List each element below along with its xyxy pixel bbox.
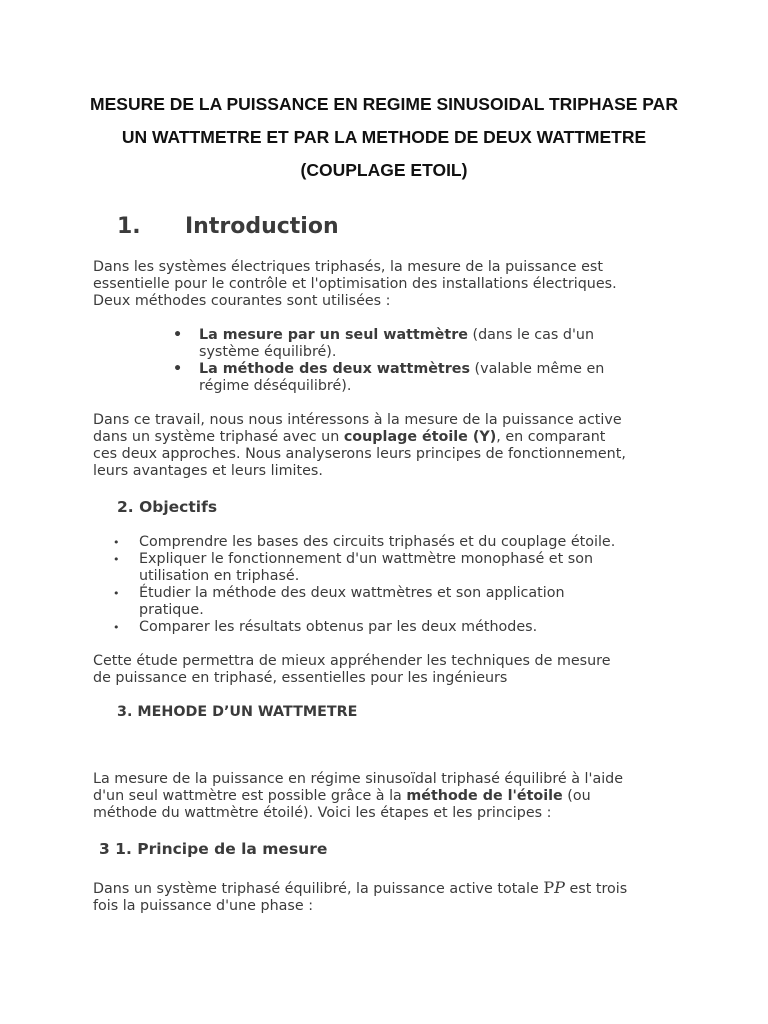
objective-list-item: [113, 551, 593, 585]
bullet-icon: •: [173, 327, 183, 343]
section-number: 1.: [117, 214, 141, 239]
objective-text: Comprendre les bases des circuits triphasés et du couplage étoile.: [139, 534, 616, 550]
method-list-item: [173, 361, 604, 395]
paragraph-line: [93, 429, 683, 446]
bold-run: méthode de l'étoile: [406, 788, 563, 804]
objective-list-item: [113, 534, 615, 551]
paragraph-line: essentielle pour le contrôle et l'optimisation des installations électriques.: [93, 276, 617, 292]
paragraph-line: Deux méthodes courantes sont utilisées :: [93, 293, 391, 309]
bullet-icon: •: [113, 621, 120, 634]
principle-paragraph: [93, 879, 683, 915]
section-title: Introduction: [185, 214, 339, 239]
paragraph-line: méthode du wattmètre étoilé). Voici les étapes et les principes :: [93, 805, 552, 821]
method-note-cont: régime déséquilibré).: [199, 378, 352, 394]
objectives-conclusion: [93, 653, 683, 687]
paragraph-line: fois la puissance d'une phase :: [93, 898, 314, 914]
scope-paragraph: [93, 412, 683, 480]
method-list-item: [173, 327, 594, 361]
paragraph-line: La mesure de la puissance en régime sinusoïdal triphasé équilibré à l'aide: [93, 771, 624, 787]
paragraph-line: leurs avantages et leurs limites.: [93, 463, 323, 479]
method-paragraph: [93, 771, 683, 822]
bold-run: couplage étoile (Y): [343, 429, 497, 445]
paragraph-line: [93, 788, 683, 805]
bullet-icon: •: [113, 536, 120, 549]
method-name: La mesure par un seul wattmètre: [199, 327, 468, 343]
paragraph-line: ces deux approches. Nous analyserons leurs principes de fonctionnement,: [93, 446, 626, 462]
title-line: UN WATTMETRE ET PAR LA METHODE DE DEUX WATTMETRE: [121, 127, 647, 147]
paragraph-line: Dans les systèmes électriques triphasés, la mesure de la puissance est: [93, 259, 603, 275]
title-line: MESURE DE LA PUISSANCE EN REGIME SINUSOIDAL TRIPHASE PAR: [90, 94, 678, 114]
paragraph-line: [93, 879, 683, 898]
bullet-icon: •: [113, 587, 120, 600]
objective-text: Comparer les résultats obtenus par les deux méthodes.: [139, 619, 538, 635]
math-upright: P: [543, 878, 555, 897]
text-run: d'un seul wattmètre est possible grâce à la: [93, 788, 407, 804]
objective-list-item: [113, 619, 537, 636]
method-name: La méthode des deux wattmètres: [199, 361, 471, 377]
objective-text-cont: utilisation en triphasé.: [139, 568, 300, 584]
method-note: (dans le cas d'un: [467, 327, 595, 343]
text-run: (ou: [562, 788, 591, 804]
math-italic: P: [554, 878, 565, 897]
title-line: (COUPLAGE ETOIL): [300, 160, 468, 180]
intro-paragraph: [93, 259, 683, 310]
math-symbol: [543, 878, 565, 897]
section-3-heading: 3. MEHODE D’UN WATTMETRE: [117, 704, 358, 720]
objective-text-cont: pratique.: [139, 602, 204, 618]
paragraph-line: Cette étude permettra de mieux appréhender les techniques de mesure: [93, 653, 611, 669]
subsection-3-1-heading: 3 1. Principe de la mesure: [99, 840, 328, 858]
objective-text: Étudier la méthode des deux wattmètres et son application: [139, 585, 565, 601]
section-1-heading: [117, 214, 339, 239]
text-run: , en comparant: [496, 429, 606, 445]
bullet-icon: •: [173, 361, 183, 377]
bullet-icon: •: [113, 553, 120, 566]
text-run: est trois: [564, 881, 628, 897]
paragraph-line: de puissance en triphasé, essentielles pour les ingénieurs: [93, 670, 508, 686]
paragraph-line: Dans ce travail, nous nous intéressons à la mesure de la puissance active: [93, 412, 622, 428]
method-note: (valable même en: [470, 361, 605, 377]
text-run: Dans un système triphasé équilibré, la puissance active totale: [93, 881, 544, 897]
method-note-cont: système équilibré).: [199, 344, 337, 360]
section-2-heading: 2. Objectifs: [117, 498, 218, 516]
objective-text: Expliquer le fonctionnement d'un wattmètre monophasé et son: [139, 551, 594, 567]
document-title: [60, 88, 708, 187]
text-run: dans un système triphasé avec un: [93, 429, 344, 445]
objective-list-item: [113, 585, 565, 619]
